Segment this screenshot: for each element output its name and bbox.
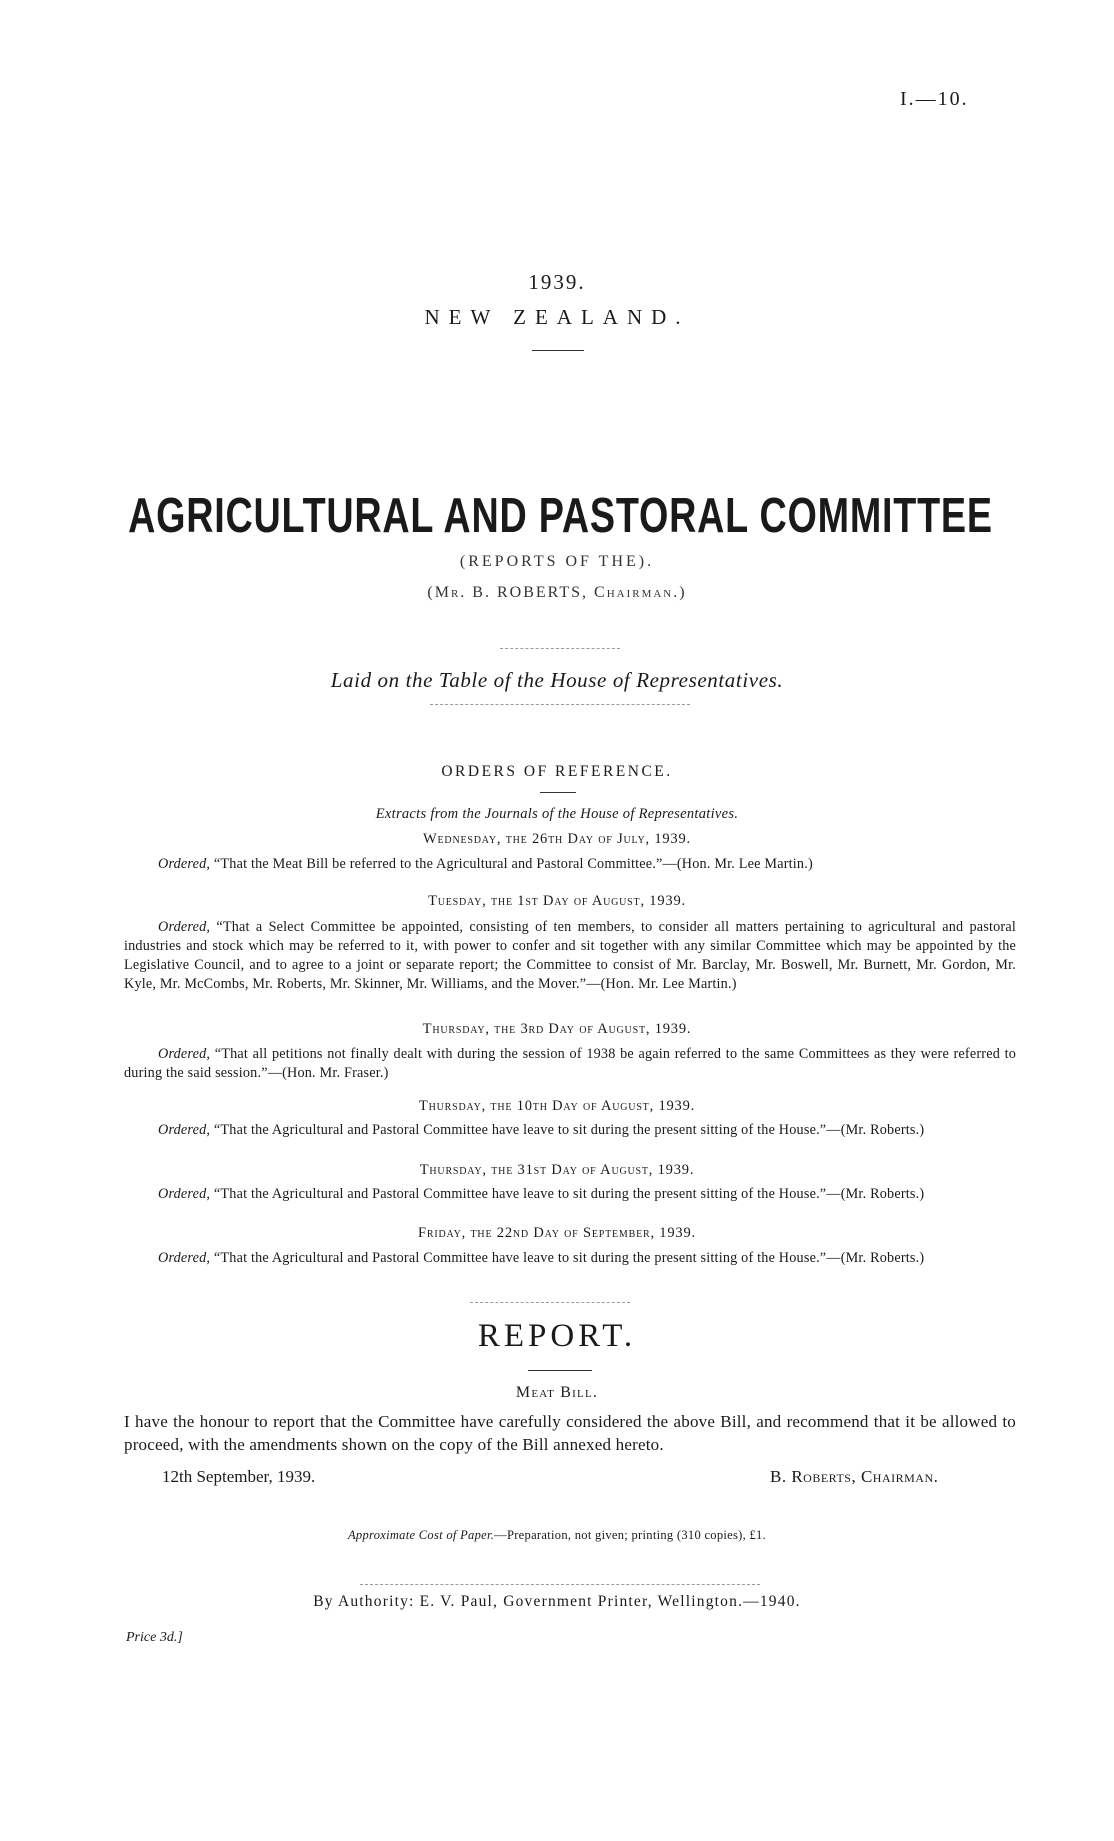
ordered-label: Ordered,	[158, 1250, 211, 1266]
divider	[430, 704, 690, 705]
document-title: AGRICULTURAL AND PASTORAL COMMITTEE	[128, 489, 993, 543]
divider	[540, 792, 576, 793]
chairman-line: (Mr. B. ROBERTS, Chairman.)	[427, 584, 687, 601]
divider	[500, 648, 620, 649]
order-text: Ordered, “That a Select Committee be appointed, consisting of ten members, to consider all matters pertaining to agricultural and pastoral industries and stock which may be referred to it, with power to confer and sit together with any similar Committee which may be appointed by the Legislative Council, and to agree to a joint or separate report; the Committee to consist of Mr. Barclay, Mr. Boswell, Mr. Burnett, Mr. Gordon, Mr. Kyle, Mr. McCombs, Mr. Roberts, Mr. Skinner, Mr. Williams, and the Mover.”—(Hon. Mr. Lee Martin.)	[124, 919, 1016, 992]
cost-label: Approximate Cost of Paper.	[347, 1528, 495, 1542]
report-subject: Meat Bill.	[515, 1384, 599, 1401]
ordered-label: Ordered,	[158, 919, 211, 935]
orders-heading: ORDERS OF REFERENCE.	[441, 763, 673, 780]
laid-on-table: Laid on the Table of the House of Representatives.	[330, 668, 784, 692]
price: Price 3d.]	[126, 1630, 183, 1645]
page-reference: I.—10.	[900, 88, 969, 110]
ordered-label: Ordered,	[158, 1046, 211, 1062]
order-text: Ordered, “That the Agricultural and Pastoral Committee have leave to sit during the present sitting of the House.”—(Mr. Roberts.)	[158, 1250, 925, 1266]
report-heading: REPORT.	[477, 1318, 637, 1354]
ordered-label: Ordered,	[158, 1122, 211, 1138]
report-signature: B. Roberts, Chairman.	[770, 1467, 939, 1486]
order-date: Thursday, the 10th Day of August, 1939.	[418, 1098, 696, 1114]
cost-line: Approximate Cost of Paper.—Preparation, not given; printing (310 copies), £1.	[347, 1528, 767, 1542]
order-date: Thursday, the 3rd Day of August, 1939.	[422, 1021, 692, 1037]
order-date: Thursday, the 31st Day of August, 1939.	[419, 1162, 695, 1178]
report-text: I have the honour to report that the Committee have carefully considered the above Bill, and recommend that it be allowed to proceed, with the amendments shown on the copy of the Bill annexed hereto.	[124, 1412, 1016, 1454]
country: NEW ZEALAND.	[424, 305, 690, 329]
order-text: Ordered, “That the Meat Bill be referred to the Agricultural and Pastoral Committee.”—(Hon. Mr. Lee Martin.)	[158, 856, 813, 872]
divider	[470, 1302, 630, 1303]
order-date: Tuesday, the 1st Day of August, 1939.	[428, 893, 686, 909]
extracts-line: Extracts from the Journals of the House of Representatives.	[375, 806, 739, 822]
order-date: Friday, the 22nd Day of September, 1939.	[418, 1225, 696, 1241]
divider	[360, 1584, 760, 1585]
order-text: Ordered, “That the Agricultural and Pastoral Committee have leave to sit during the present sitting of the House.”—(Mr. Roberts.)	[158, 1186, 925, 1202]
order-text: Ordered, “That the Agricultural and Pastoral Committee have leave to sit during the present sitting of the House.”—(Mr. Roberts.)	[158, 1122, 925, 1138]
year: 1939.	[528, 270, 586, 294]
divider	[532, 350, 584, 351]
divider	[528, 1370, 592, 1371]
order-text: Ordered, “That all petitions not finally dealt with during the session of 1938 be again referred to the same Committees as they were referred to during the said session.”—(Hon. Mr. Fraser.)	[124, 1046, 1017, 1081]
order-date: Wednesday, the 26th Day of July, 1939.	[423, 831, 691, 847]
report-date: 12th September, 1939.	[162, 1467, 316, 1486]
ordered-label: Ordered,	[158, 856, 211, 872]
subtitle: (REPORTS OF THE).	[459, 553, 655, 570]
ordered-label: Ordered,	[158, 1186, 211, 1202]
authority-line: By Authority: E. V. Paul, Government Printer, Wellington.—1940.	[313, 1593, 801, 1610]
